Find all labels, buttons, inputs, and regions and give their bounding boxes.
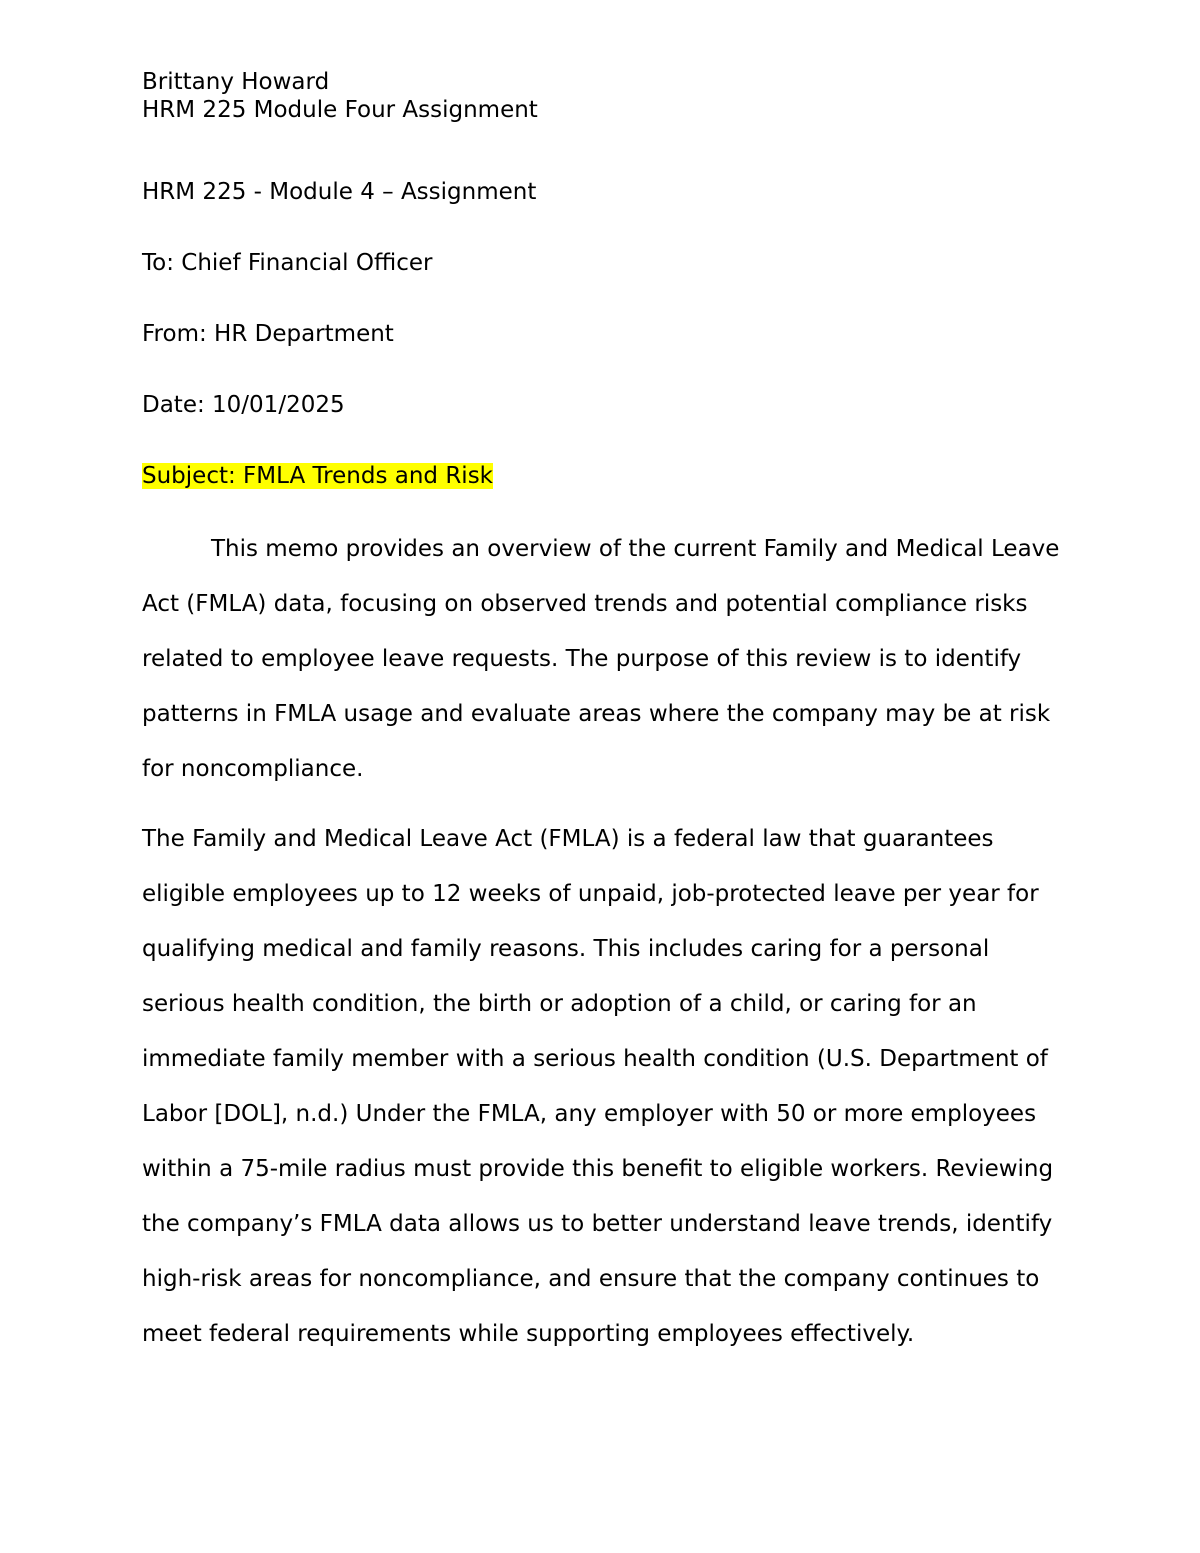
document-page bbox=[142, 68, 1072, 1362]
memo-subject: Subject: FMLA Trends and Risk bbox=[142, 463, 493, 489]
body-paragraph-1: This memo provides an overview of the current Family and Medical Leave Act (FMLA) data, focusing on observed trends and potential compliance risks related to employee leave requests. The purpose of this review is to identify patterns in FMLA usage and evaluate areas where the company may be at risk for noncompliance. bbox=[142, 536, 1060, 782]
memo-to: To: Chief Financial Officer bbox=[142, 250, 433, 276]
course-line: HRM 225 Module Four Assignment bbox=[142, 97, 538, 123]
body-paragraph-2: The Family and Medical Leave Act (FMLA) is a federal law that guarantees eligible employees up to 12 weeks of unpaid, job-protected leave per year for qualifying medical and family reasons. This includes caring for a personal serious health condition, the birth or adoption of a child, or caring for an immediate family member with a serious health condition (U.S. Department of Labor [DOL], n.d.) Under the FMLA, any employer with 50 or more employees within a 75-mile radius must provide this benefit to eligible workers. Reviewing the company’s FMLA data allows us to better understand leave trends, identify high-risk areas for noncompliance, and ensure that the company continues to meet federal requirements while supporting employees effectively. bbox=[142, 826, 1054, 1347]
memo-date: Date: 10/01/2025 bbox=[142, 392, 345, 418]
author-name: Brittany Howard bbox=[142, 69, 330, 95]
memo-from: From: HR Department bbox=[142, 321, 394, 347]
memo-subject-line bbox=[142, 462, 1072, 490]
memo-title: HRM 225 - Module 4 – Assignment bbox=[142, 179, 537, 205]
